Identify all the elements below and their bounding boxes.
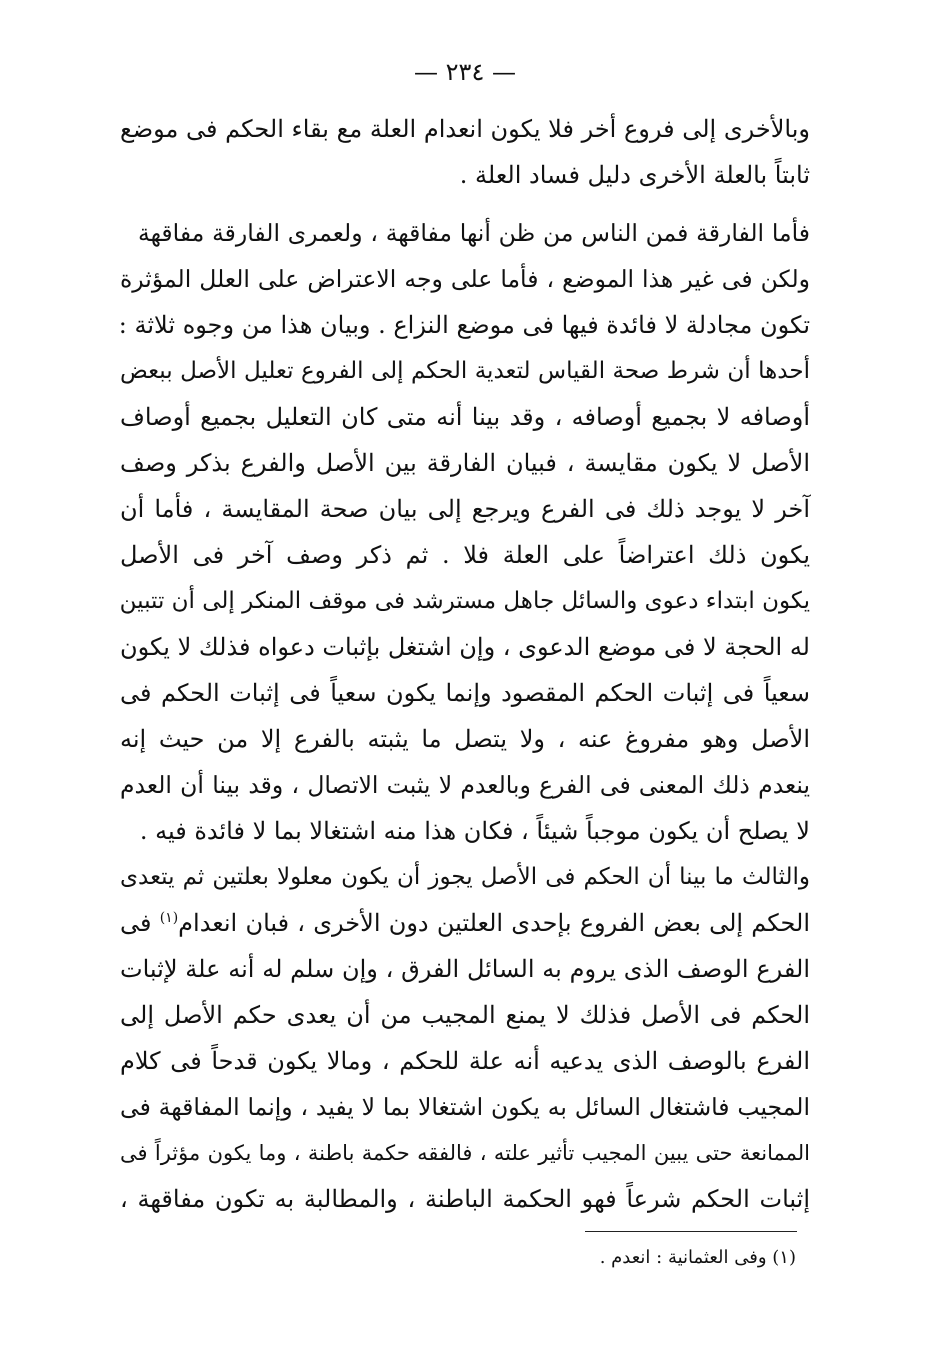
text-line: يكون ابتداء دعوى والسائل جاهل مسترشد فى موقف المنكر إلى أن تتبين — [119, 588, 810, 614]
footnote-marker: (١) — [159, 910, 179, 926]
text-line: ثابتاً بالعلة الأخرى دليل فساد العلة . — [459, 161, 810, 189]
text-line: له الحجة لا فى موضع الدعوى ، وإن اشتغل بإثبات دعواه فذلك لا يكون — [120, 633, 810, 661]
text-line: أوصافه لا بجميع أوصافه ، وقد بينا أنه متى كان التعليل بجميع أوصاف — [120, 403, 810, 431]
text-line: ينعدم ذلك المعنى فى الفرع وبالعدم لا يثبت الاتصال ، وقد بينا أن العدم — [120, 771, 810, 799]
text-line: الأصل لا يكون مقايسة ، فبيان الفارقة بين الأصل والفرع بذكر وصف — [120, 449, 810, 477]
footnote: (١) وفى العثمانية : انعدم . — [599, 1247, 796, 1268]
text-line: فأما الفارقة فمن الناس من ظن أنها مفاقهة ، ولعمرى الفارقة مفاقهة — [138, 219, 810, 247]
text-line: والثالث ما بينا أن الحكم فى الأصل يجوز أن يكون معلولا بعلتين ثم يتعدى — [120, 864, 810, 890]
text-line: الفرع الوصف الذى يروم به السائل الفرق ، وإن سلم له أنه علة لإثبات — [120, 955, 810, 983]
text-line: ولكن فى غير هذا الموضع ، فأما على وجه الاعتراض على العلل المؤثرة — [120, 265, 810, 293]
text-line: يكون ذلك اعتراضاً على العلة فلا . ثم ذكر وصف آخر فى الأصل — [120, 541, 810, 569]
footnote-divider — [585, 1231, 797, 1232]
text-line: أحدها أن شرط صحة القياس لتعدية الحكم إلى الفروع تعليل الأصل ببعض — [120, 358, 810, 384]
text-line: تكون مجادلة لا فائدة فيها فى موضع النزاع . وبيان هذا من وجوه ثلاثة : — [118, 311, 810, 339]
text-line: إثبات الحكم شرعاً فهو الحكمة الباطنة ، والمطالبة به تكون مفاقهة ، — [120, 1185, 810, 1213]
text-line: الحكم فى الأصل فذلك لا يمنع المجيب من أن يعدى حكم الأصل إلى — [120, 1001, 810, 1029]
text-line-segment: فى — [120, 909, 152, 937]
text-line: الممانعة حتى يبين المجيب تأثير علته ، فالفقه حكمة باطنة ، وما يكون مؤثراً فى — [120, 1141, 810, 1165]
text-line-with-footnote — [120, 899, 810, 947]
text-line: وبالأخرى إلى فروع أخر فلا يكون انعدام العلة مع بقاء الحكم فى موضع — [120, 115, 810, 143]
page-number: — ٢٣٤ — — [414, 58, 516, 86]
text-line: سعياً فى إثبات الحكم المقصود وإنما يكون سعياً فى إثبات الحكم فى — [120, 679, 810, 707]
text-line-segment: الحكم إلى بعض الفروع بإحدى العلتين دون الأخرى ، فبان انعدام — [178, 909, 810, 937]
text-line: لا يصلح أن يكون موجباً شيئاً ، فكان هذا منه اشتغالا بما لا فائدة فيه . — [139, 817, 810, 845]
text-line: آخر لا يوجد ذلك فى الفرع ويرجع إلى بيان صحة المقايسة ، فأما أن — [120, 495, 810, 523]
text-line: الفرع بالوصف الذى يدعيه أنه علة للحكم ، ومالا يكون قدحاً فى كلام — [120, 1047, 810, 1075]
text-line: الأصل وهو مفروغ عنه ، ولا يتصل ما يثبته بالفرع إلا من حيث إنه — [120, 725, 810, 753]
text-line: المجيب فاشتغال السائل به يكون اشتغالا بما لا يفيد ، وإنما المفاقهة فى — [120, 1093, 810, 1121]
